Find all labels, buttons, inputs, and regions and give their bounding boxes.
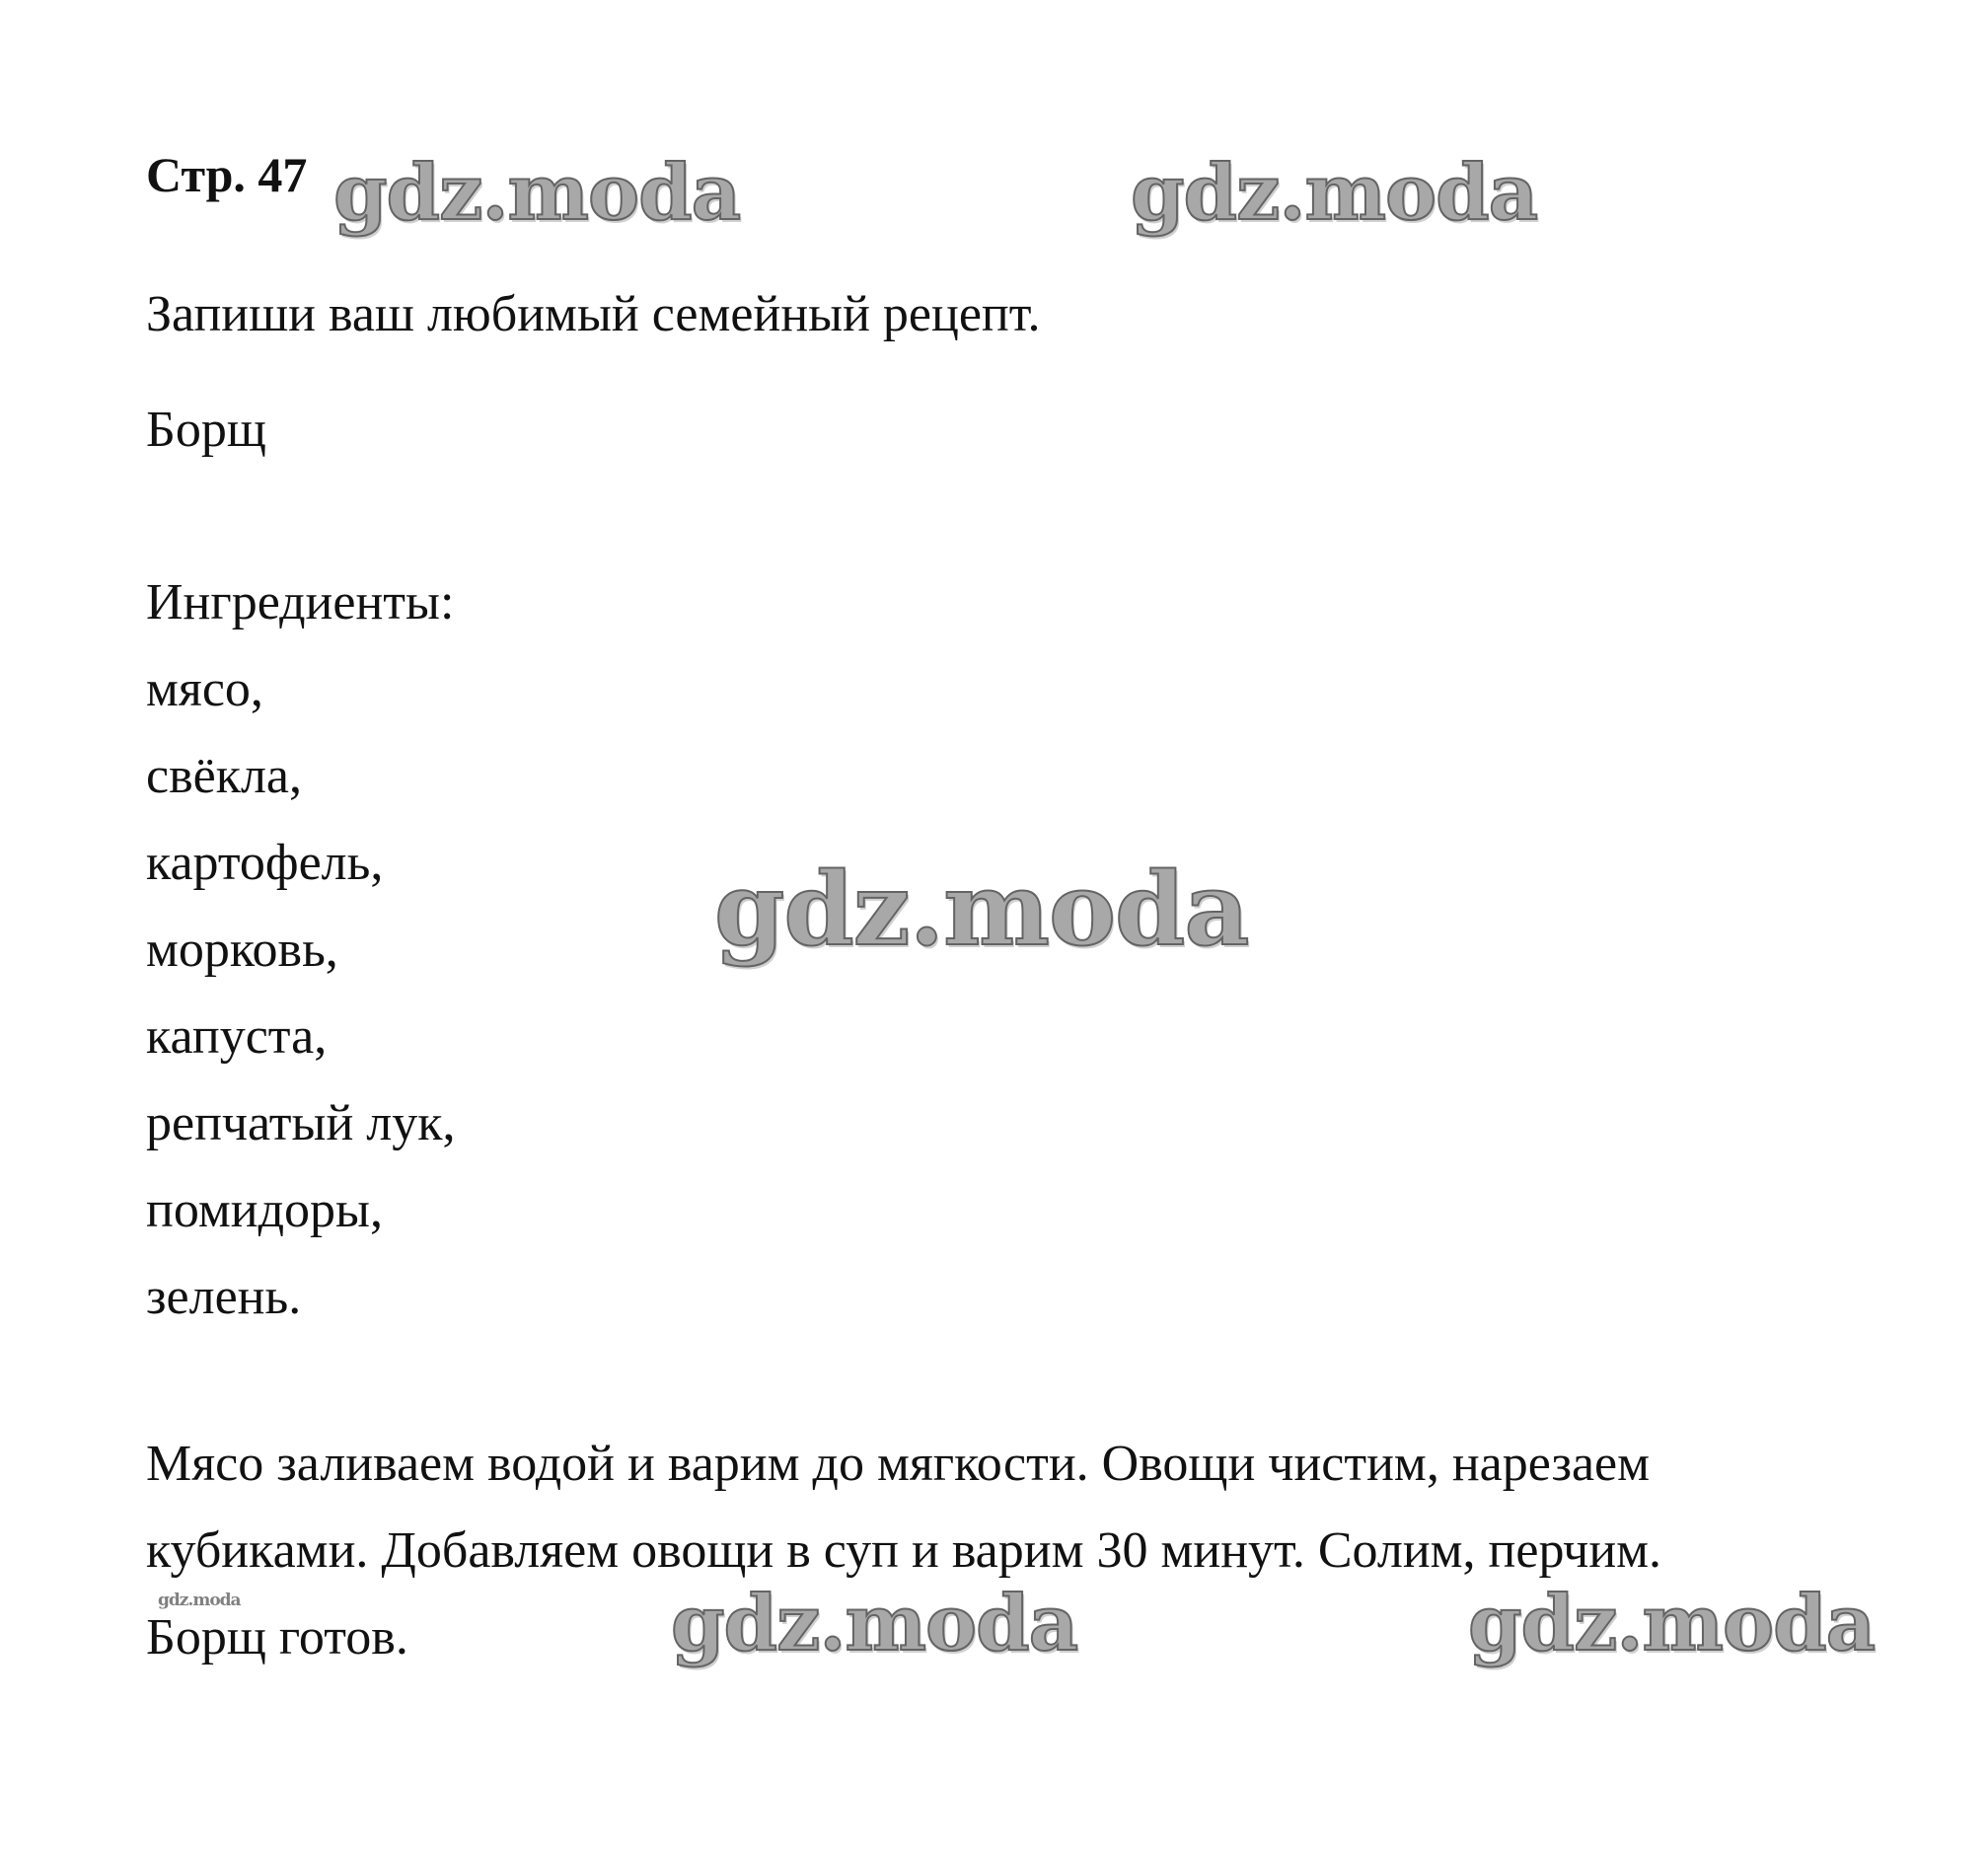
watermark-logo: gdz.moda	[714, 851, 1249, 969]
ingredient-item: картофель,	[146, 835, 384, 891]
ingredient-item: морковь,	[146, 922, 338, 978]
ingredient-item: мясо,	[146, 661, 263, 717]
watermark-logo: gdz.moda	[1468, 1579, 1876, 1668]
task-instruction: Запиши ваш любимый семейный рецепт.	[146, 286, 1041, 342]
watermark-logo: gdz.moda	[333, 148, 741, 238]
page-number-heading: Стр. 47	[146, 147, 308, 202]
ingredient-item: капуста,	[146, 1008, 328, 1065]
ingredients-label: Ингредиенты:	[146, 574, 455, 630]
recipe-line: Борщ готов.	[146, 1609, 408, 1666]
ingredient-item: зелень.	[146, 1269, 302, 1325]
watermark-logo: gdz.moda	[671, 1579, 1078, 1668]
recipe-line: кубиками. Добавляем овощи в суп и варим 30 минут. Солим, перчим.	[146, 1522, 1662, 1579]
ingredient-item: свёкла,	[146, 748, 303, 804]
watermark-small: gdz.moda	[158, 1591, 241, 1610]
watermark-logo: gdz.moda	[1131, 148, 1538, 238]
ingredient-item: репчатый лук,	[146, 1095, 456, 1151]
dish-title: Борщ	[146, 402, 266, 458]
ingredient-item: помидоры,	[146, 1182, 383, 1238]
recipe-line: Мясо заливаем водой и варим до мягкости. Овощи чистим, нарезаем	[146, 1436, 1651, 1492]
